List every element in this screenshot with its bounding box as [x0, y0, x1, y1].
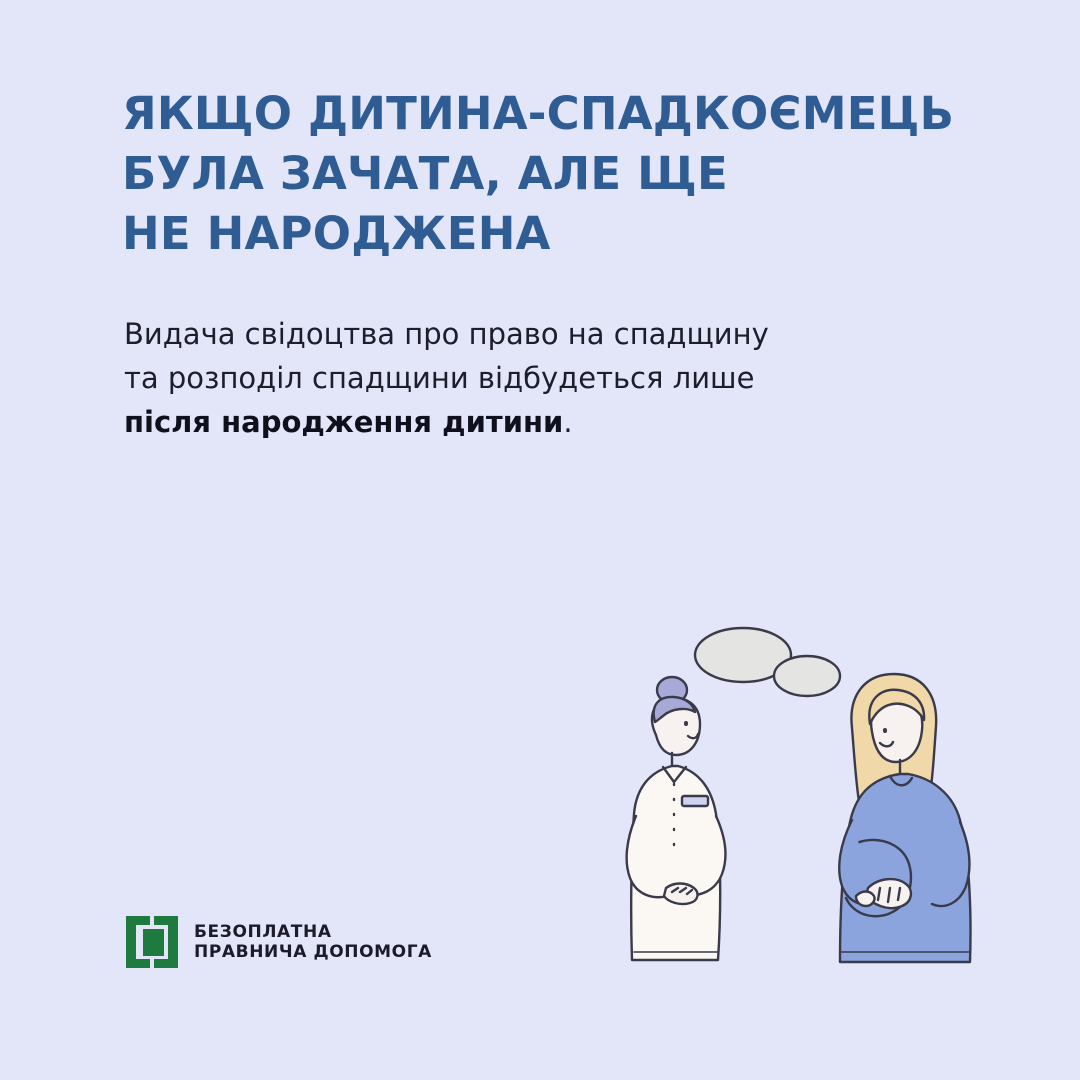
body-line-2: та розподіл спадщини відбудеться лише	[124, 361, 755, 396]
logo	[126, 916, 432, 968]
logo-line-1: БЕЗОПЛАТНА	[194, 921, 332, 942]
body-paragraph	[124, 312, 914, 444]
headline-line-1: ЯКЩО ДИТИНА-СПАДКОЄМЕЦЬ	[122, 87, 955, 140]
body-line-3	[124, 400, 914, 444]
logo-line-2: ПРАВНИЧА ДОПОМОГА	[194, 941, 432, 962]
headline-line-2: БУЛА ЗАЧАТА, АЛЕ ЩЕ	[122, 146, 728, 200]
headline-line-3: НЕ НАРОДЖЕНА	[122, 206, 551, 260]
body-emphasis: після народження дитини	[124, 405, 564, 440]
body-period: .	[563, 405, 573, 440]
nurse-and-pregnant-woman-illustration	[560, 600, 1030, 1000]
bracket-square-logo-icon	[126, 916, 178, 968]
page-title	[122, 84, 962, 264]
logo-text	[194, 921, 432, 962]
body-line-1: Видача свідоцтва про право на спадщину	[124, 317, 769, 351]
